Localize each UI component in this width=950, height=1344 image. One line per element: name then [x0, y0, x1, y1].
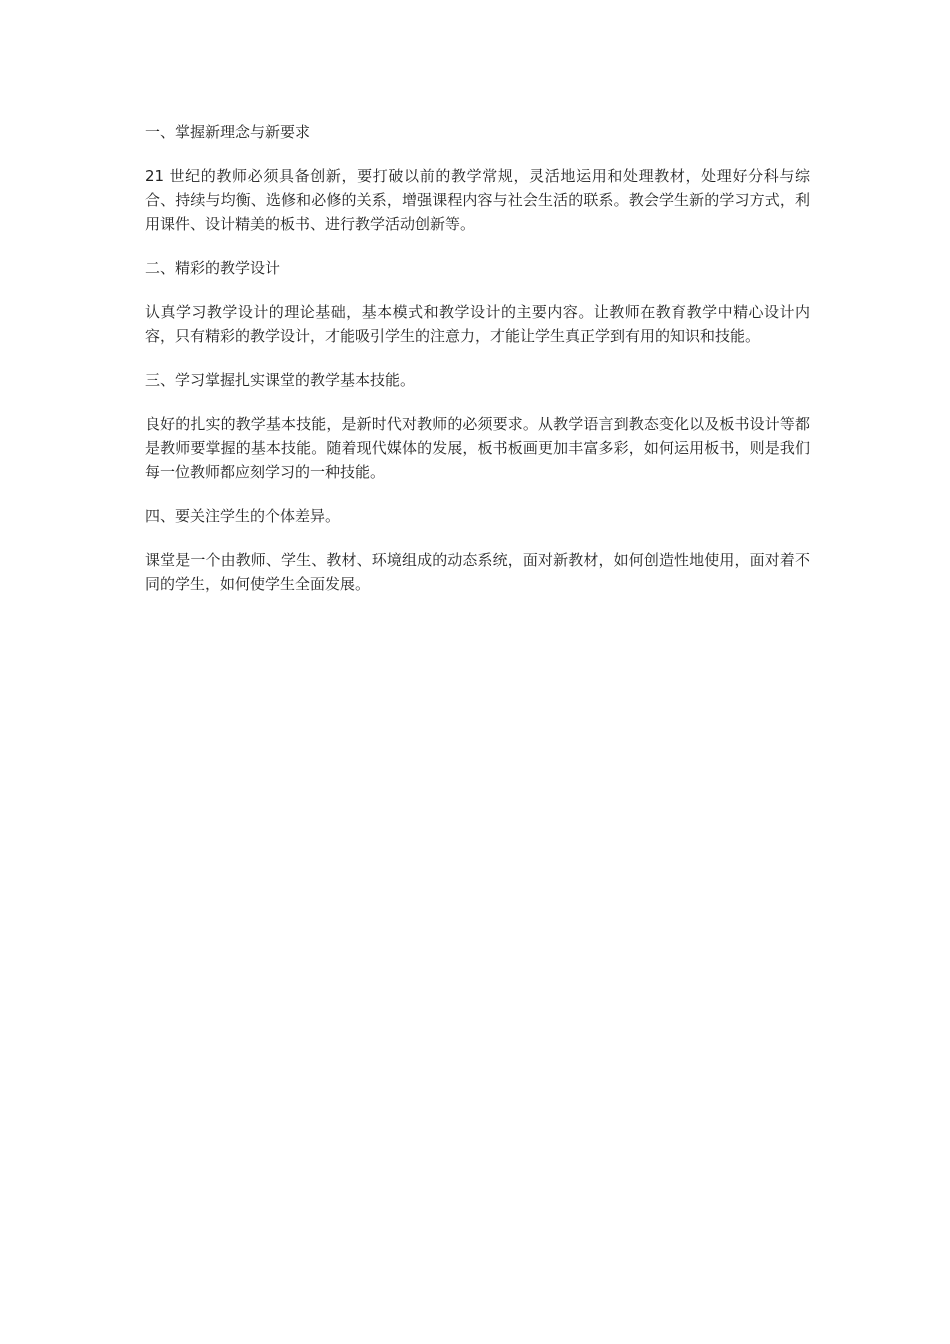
section-4-body: 课堂是一个由教师、学生、教材、环境组成的动态系统，面对新教材，如何创造性地使用，面对着不同的学生，如何使学生全面发展。 — [145, 551, 810, 593]
section-1-heading: 一、掌握新理念与新要求 — [145, 123, 311, 141]
section-2-heading: 二、精彩的教学设计 — [145, 259, 281, 277]
document-page — [145, 120, 810, 596]
section-3-body: 良好的扎实的教学基本技能，是新时代对教师的必须要求。从教学语言到教态变化以及板书设计等都是教师要掌握的基本技能。随着现代媒体的发展，板书板画更加丰富多彩，如何运用板书，则是我们每一位教师都应刻学习的一种技能。 — [145, 415, 810, 481]
section-3-heading: 三、学习掌握扎实课堂的教学基本技能。 — [145, 371, 416, 389]
section-1-body: 21 世纪的教师必须具备创新，要打破以前的教学常规，灵活地运用和处理教材，处理好分科与综合、持续与均衡、选修和必修的关系，增强课程内容与社会生活的联系。教会学生新的学习方式，利用课件、设计精美的板书、进行教学活动创新等。 — [145, 167, 810, 233]
section-2-body: 认真学习教学设计的理论基础，基本模式和教学设计的主要内容。让教师在教育教学中精心设计内容，只有精彩的教学设计，才能吸引学生的注意力，才能让学生真正学到有用的知识和技能。 — [145, 303, 810, 345]
section-4-heading: 四、要关注学生的个体差异。 — [145, 507, 341, 525]
